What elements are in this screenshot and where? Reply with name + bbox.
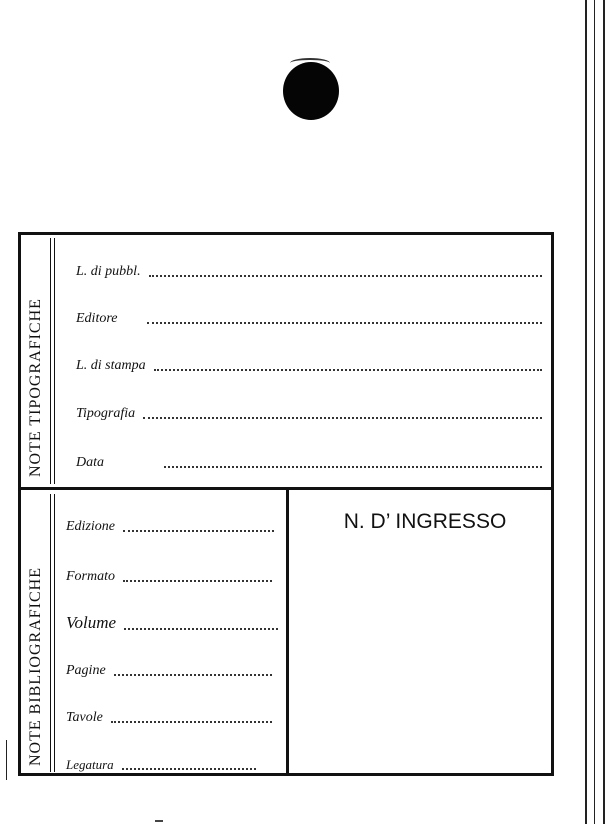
fill-line (122, 768, 256, 770)
field-legatura (66, 751, 256, 773)
field-tipografia (76, 400, 542, 422)
field-editore (76, 305, 542, 327)
fill-line (149, 275, 542, 277)
field-label: Legatura (66, 757, 114, 772)
fill-line (124, 628, 278, 630)
label-rule (54, 494, 55, 772)
fill-line (123, 580, 272, 582)
note-tipografiche-label: NOTE TIPOGRAFICHE (27, 298, 44, 477)
fill-line (111, 721, 272, 723)
sheet-edge-line (594, 0, 595, 824)
field-label: Pagine (66, 663, 106, 678)
fill-line (143, 417, 542, 419)
field-label: Formato (66, 569, 115, 584)
sheet-edge-line (603, 0, 605, 824)
sheet-edge-line (585, 0, 587, 824)
numero-ingresso-label: N. D’ INGRESSO (343, 510, 507, 533)
field-luogo-pubblicazione (76, 258, 542, 280)
field-label: Volume (66, 613, 117, 632)
note-bibliografiche-label: NOTE BIBLIOGRAFICHE (27, 567, 44, 766)
fill-line (154, 369, 542, 371)
field-pagine (66, 657, 272, 679)
field-luogo-stampa (76, 352, 542, 374)
field-label: L. di pubbl. (76, 264, 141, 279)
scan-mark (155, 820, 163, 822)
fill-line (164, 466, 542, 468)
fill-line (147, 322, 542, 324)
field-label: Tavole (66, 710, 103, 725)
fill-line (114, 674, 272, 676)
sheet-edge-line (6, 740, 7, 780)
label-rule (50, 494, 51, 772)
field-label: Tipografia (76, 406, 136, 421)
fill-line (123, 530, 274, 532)
field-label: Edizione (66, 519, 115, 534)
punched-hole (283, 62, 339, 120)
field-data (76, 449, 542, 471)
label-rule (50, 238, 51, 484)
field-tavole (66, 704, 272, 726)
field-label: Editore (76, 311, 118, 326)
field-volume (66, 609, 278, 633)
field-label: L. di stampa (76, 358, 146, 373)
field-edizione (66, 513, 274, 535)
label-rule (54, 238, 55, 484)
field-formato (66, 563, 272, 585)
field-label: Data (76, 455, 104, 470)
ingresso-divider (286, 490, 289, 774)
